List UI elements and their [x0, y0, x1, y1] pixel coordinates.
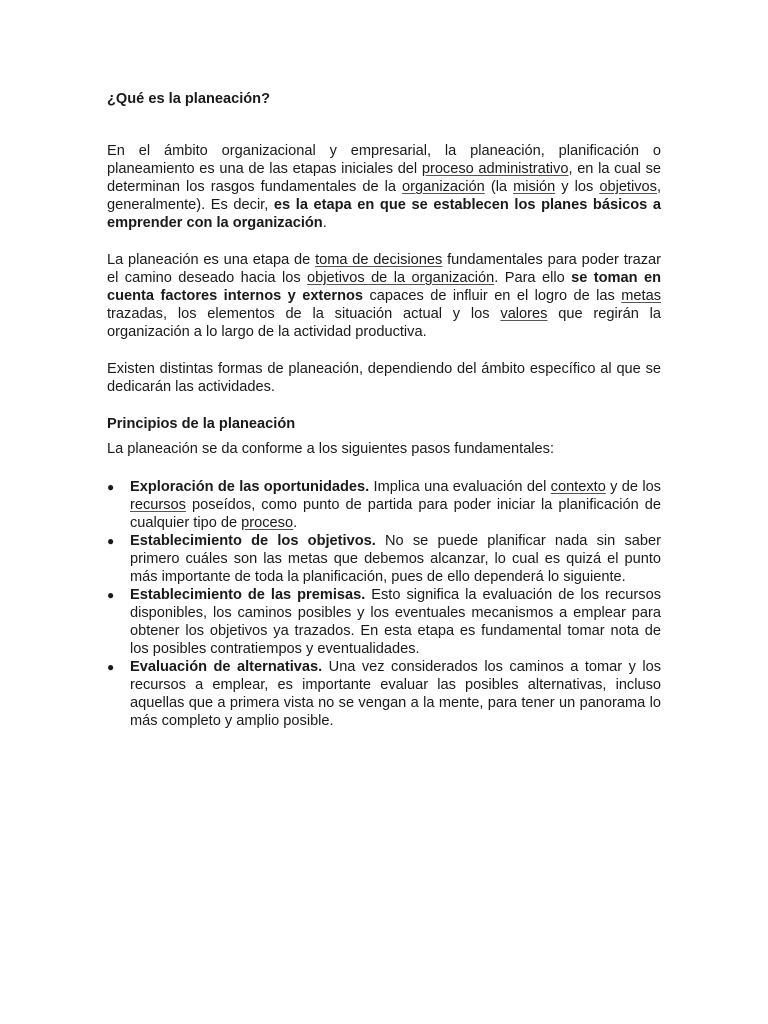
text-run: .: [322, 215, 327, 231]
link-organizacion[interactable]: organización: [402, 179, 485, 195]
link-proceso[interactable]: proceso: [241, 515, 294, 531]
list-item: [107, 532, 661, 586]
link-proceso-administrativo[interactable]: proceso administrativo: [421, 161, 569, 177]
text-run: , generalmente). Es decir,: [107, 179, 662, 213]
link-valores[interactable]: valores: [500, 306, 548, 322]
text-run: capaces de influir en el logro de las: [363, 288, 622, 304]
document-page: [107, 90, 661, 730]
emphasis-text: es la etapa en que se establecen los planes básicos a emprender con la organización: [107, 197, 662, 231]
section-intro: La planeación se da conforme a los siguientes pasos fundamentales:: [107, 441, 555, 457]
link-mision[interactable]: misión: [513, 179, 556, 195]
text-run: , en la cual se determinan los rasgos fundamentales de la: [107, 161, 661, 195]
list-item: [107, 658, 661, 730]
list-item-heading: Establecimiento de las premisas.: [130, 587, 366, 603]
text-run: En el ámbito organizacional y empresarial, la planeación, planificación o planeamiento es una de las etapas iniciales del: [107, 143, 661, 177]
text-run: Implica una evaluación del: [369, 479, 551, 495]
text-run: .: [293, 515, 298, 531]
text-run: No se puede planificar nada sin saber primero cuáles son las metas que debemos alcanzar, lo cual es quizá el punto más importante de toda la planificación, pues de ello dependerá lo siguiente.: [130, 533, 661, 585]
text-run: . Para ello: [494, 270, 572, 286]
text-run: Una vez considerados los caminos a tomar y los recursos a emplear, es importante evaluar las posibles alternativas, incluso aquellas que a primera vista no se vengan a la mente, para tener un panorama lo más completo y amplio posible.: [130, 659, 661, 729]
bullet-icon: ●: [107, 534, 115, 548]
paragraph-definition: [107, 142, 661, 232]
list-item-heading: Exploración de las oportunidades.: [130, 479, 370, 495]
link-metas[interactable]: metas: [621, 288, 661, 304]
text-run: que regirán la organización a lo largo de la actividad productiva.: [107, 306, 661, 340]
text-run: La planeación es una etapa de: [107, 252, 316, 268]
list-item: [107, 586, 661, 658]
link-contexto[interactable]: contexto: [550, 479, 606, 495]
text-run: trazadas, los elementos de la situación actual y los: [107, 306, 501, 322]
link-objetivos-organizacion[interactable]: objetivos de la organización: [307, 270, 495, 286]
text-run: poseídos, como punto de partida para poder iniciar la planificación de cualquier tipo de: [130, 497, 661, 531]
text-run: y de los: [605, 479, 661, 495]
text-run: fundamentales para poder trazar el camino deseado hacia los: [107, 252, 662, 286]
link-recursos[interactable]: recursos: [130, 497, 186, 513]
list-item-heading: Evaluación de alternativas.: [130, 659, 323, 675]
document-title: ¿Qué es la planeación?: [107, 91, 271, 107]
list-item-heading: Establecimiento de los objetivos.: [130, 533, 376, 549]
bullet-icon: ●: [107, 660, 115, 674]
paragraph-decisions: [107, 251, 661, 341]
link-objetivos[interactable]: objetivos: [599, 179, 657, 195]
bullet-icon: ●: [107, 588, 115, 602]
principles-list: [107, 478, 661, 730]
text-run: y los: [555, 179, 600, 195]
link-toma-de-decisiones[interactable]: toma de decisiones: [315, 252, 443, 268]
bullet-icon: ●: [107, 480, 115, 494]
text-run: (la: [484, 179, 514, 195]
paragraph-forms: Existen distintas formas de planeación, dependiendo del ámbito específico al que se dedicarán las actividades.: [107, 361, 661, 395]
text-run: Esto significa la evaluación de los recursos disponibles, los caminos posibles y los eventuales mecanismos a emplear para obtener los objetivos ya trazados. En esta etapa es fundamental tomar nota de los posibles contratiempos y eventualidades.: [130, 587, 661, 657]
list-item: [107, 478, 661, 532]
emphasis-text: se toman en cuenta factores internos y externos: [107, 270, 661, 304]
section-heading: Principios de la planeación: [107, 416, 296, 432]
